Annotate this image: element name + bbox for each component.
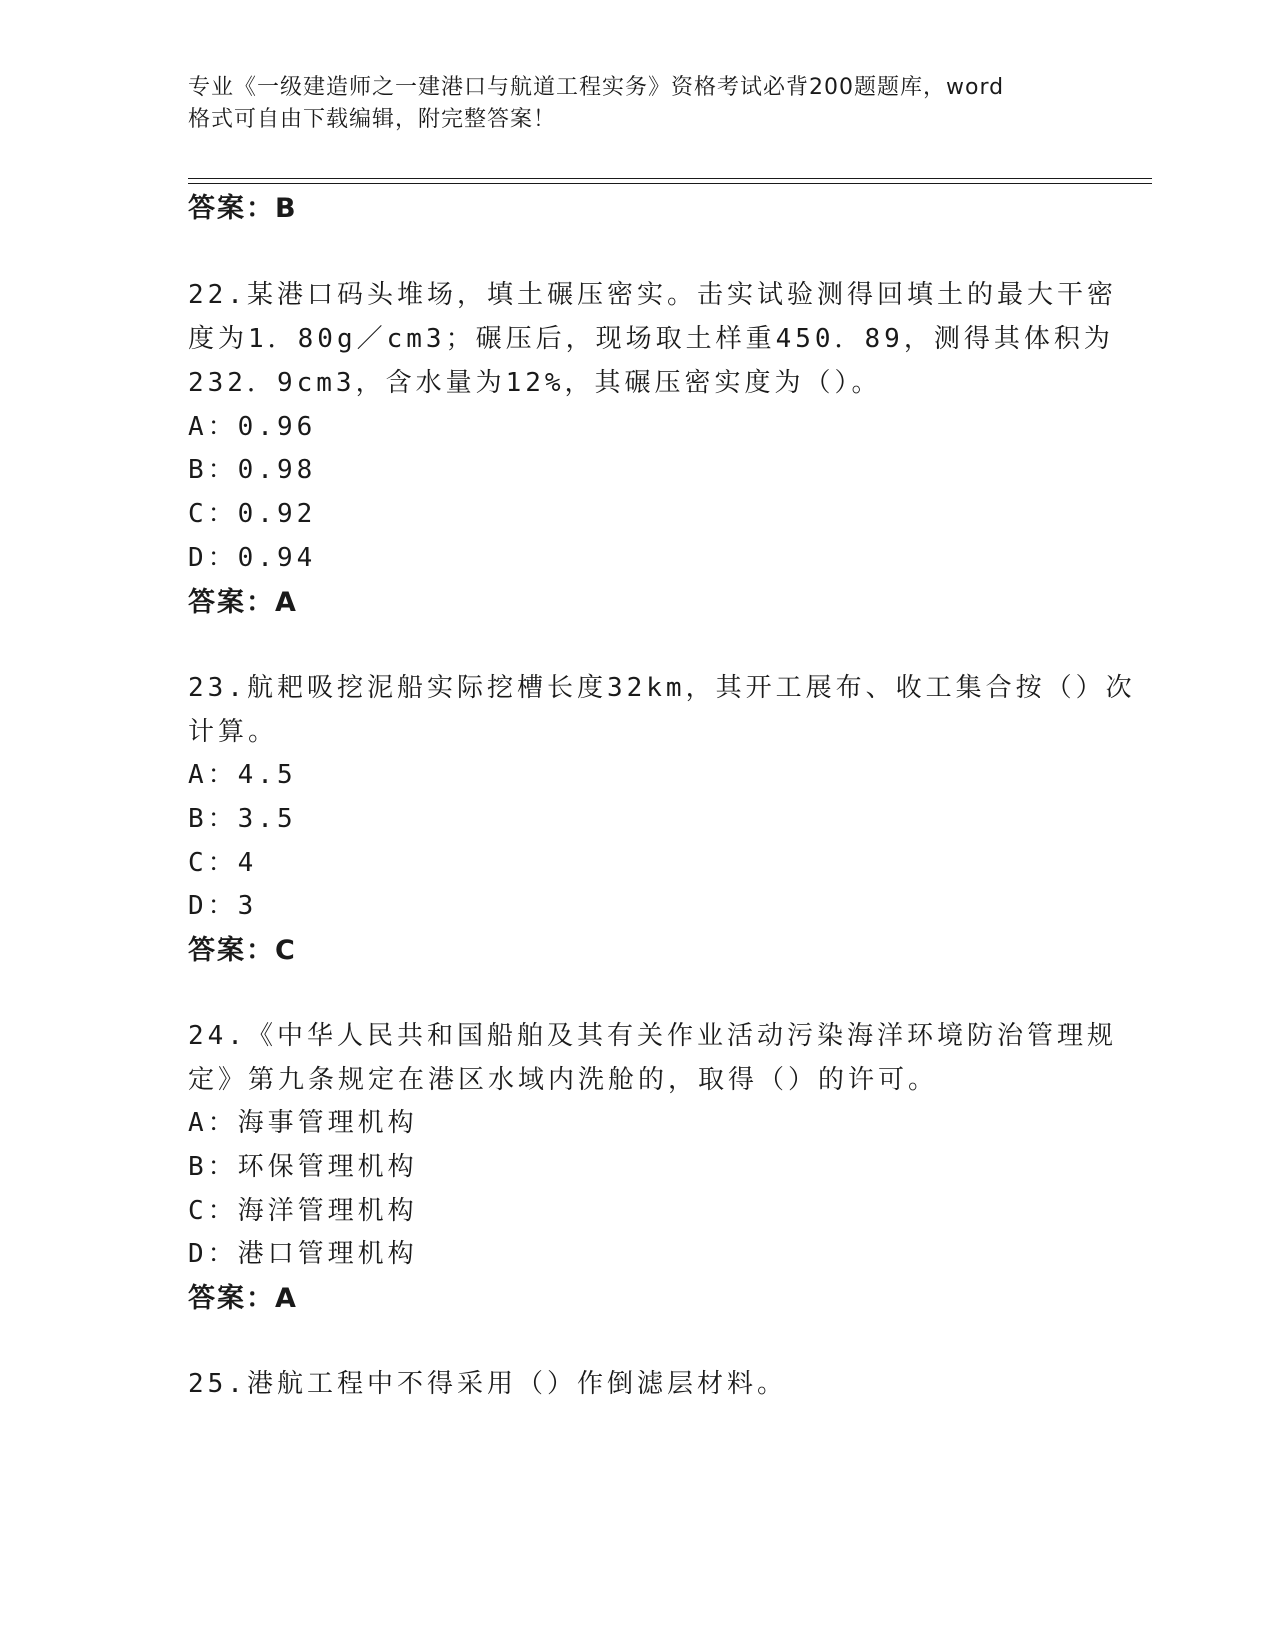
document-header — [188, 72, 1068, 136]
q22-option-d: D：0.94 — [188, 543, 317, 573]
q23-option-d: D：3 — [188, 891, 258, 921]
q25-text-line-1: 25.港航工程中不得采用（）作倒滤层材料。 — [188, 1369, 787, 1399]
q24-option-d: D：港口管理机构 — [188, 1239, 418, 1269]
q23-option-c: C：4 — [188, 848, 258, 878]
q24-option-b: B：环保管理机构 — [188, 1152, 418, 1182]
q23-text-line-1: 23.航耙吸挖泥船实际挖槽长度32km，其开工展布、收工集合按（）次 — [188, 673, 1136, 703]
q22-option-c: C：0.92 — [188, 499, 317, 529]
header-divider-bottom — [188, 183, 1152, 184]
q23-option-b: B：3.5 — [188, 804, 297, 834]
q22-option-b: B：0.98 — [188, 455, 317, 485]
q22-text-line-1: 22.某港口码头堆场，填土碾压密实。击实试验测得回填土的最大干密 — [188, 280, 1117, 310]
q22-text-line-3: 232．9cm3，含水量为12%，其碾压密实度为（）。 — [188, 368, 882, 398]
q22-text-line-2: 度为1．80g／cm3；碾压后，现场取土样重450．89，测得其体积为 — [188, 324, 1114, 354]
q23-option-a: A：4.5 — [188, 760, 297, 790]
q24-option-c: C：海洋管理机构 — [188, 1196, 418, 1226]
q24-answer: 答案：A — [188, 1283, 298, 1314]
q23-answer: 答案：C — [188, 935, 297, 966]
header-line-1: 专业《一级建造师之一建港口与航道工程实务》资格考试必背200题题库，word — [188, 75, 1005, 100]
q24-option-a: A：海事管理机构 — [188, 1108, 418, 1138]
q22-answer: 答案：A — [188, 587, 298, 618]
header-divider-top — [188, 178, 1152, 179]
q23-text-line-2: 计算。 — [188, 717, 279, 747]
q22-option-a: A：0.96 — [188, 412, 317, 442]
answer-prev: 答案：B — [188, 193, 298, 224]
q24-text-line-1: 24.《中华人民共和国船舶及其有关作业活动污染海洋环境防治管理规 — [188, 1021, 1117, 1051]
header-line-2: 格式可自由下载编辑，附完整答案！ — [188, 107, 557, 132]
q24-text-line-2: 定》第九条规定在港区水域内洗舱的，取得（）的许可。 — [188, 1065, 939, 1095]
